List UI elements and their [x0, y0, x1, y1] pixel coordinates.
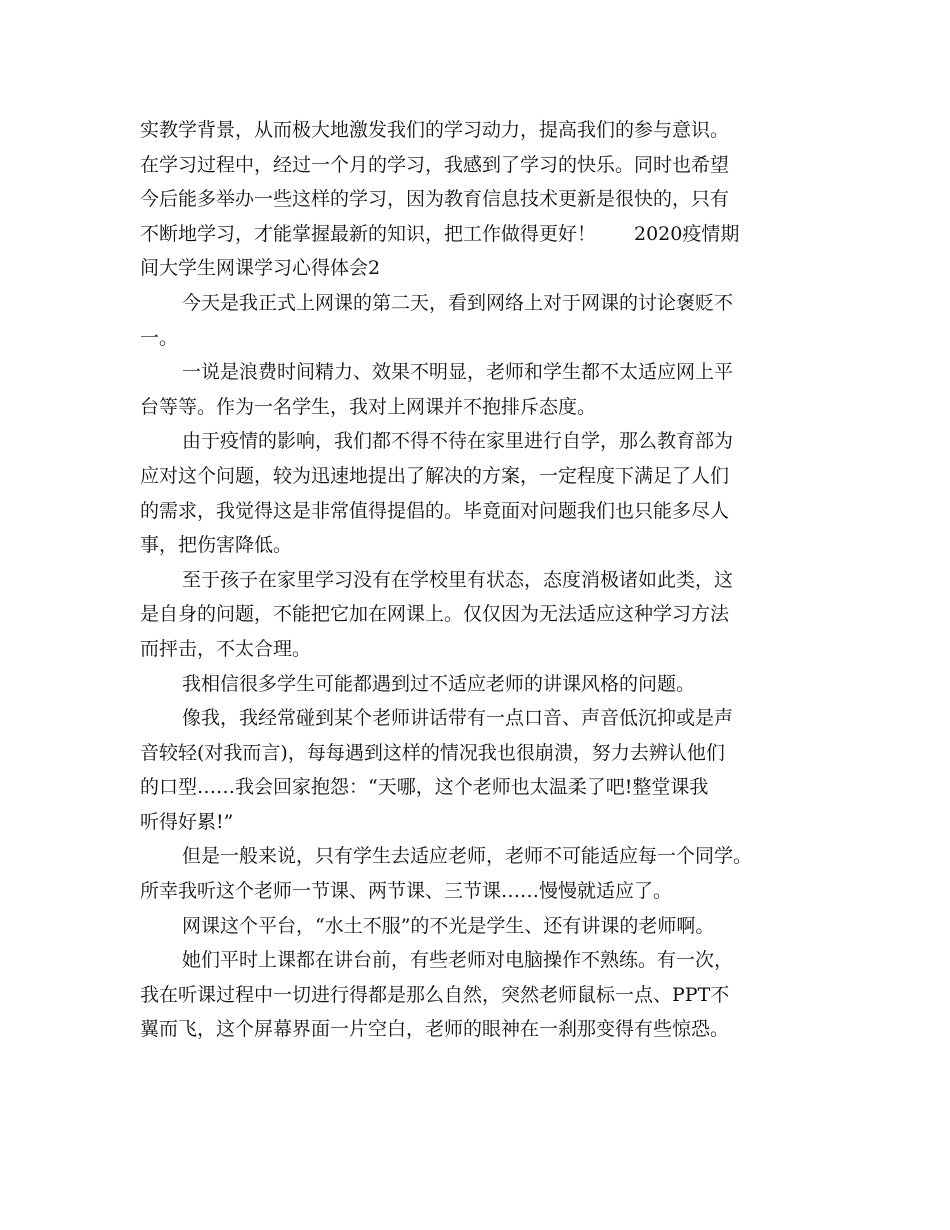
text-line: 的需求，我觉得这是非常值得提倡的。毕竟面对问题我们也只能多尽人	[140, 499, 730, 522]
text-line: 我在听课过程中一切进行得都是那么自然，突然老师鼠标一点、PPT不	[140, 983, 730, 1006]
text-line: 听得好累!”	[140, 810, 234, 833]
text-line: 一说是浪费时间精力、效果不明显，老师和学生都不太适应网上平	[182, 361, 734, 384]
text-line: 实教学背景，从而极大地激发我们的学习动力，提高我们的参与意识。	[140, 119, 730, 141]
document-body-text	[140, 113, 820, 1047]
text-line: 但是一般来说，只有学生去适应老师，老师不可能适应每一个同学。	[182, 845, 753, 868]
text-line: 间大学生网课学习心得体会2	[140, 257, 381, 280]
text-line: 由于疫情的影响，我们都不得不待在家里进行自学，那么教育部为	[182, 430, 734, 453]
text-line: 事，把伤害降低。	[140, 534, 293, 557]
text-line: 像我，我经常碰到某个老师讲话带有一点口音、声音低沉抑或是声	[182, 707, 734, 730]
text-line: 我相信很多学生可能都遇到过不适应老师的讲课风格的问题。	[182, 672, 696, 695]
text-line: 是自身的问题，不能把它加在网课上。仅仅因为无法适应这种学习方法	[140, 603, 730, 626]
text-line: 的口型……我会回家抱怨：“天哪，这个老师也太温柔了吧!整堂课我	[140, 776, 709, 799]
text-line: 网课这个平台，“水土不服”的不光是学生、还有讲课的老师啊。	[182, 914, 715, 937]
text-line: 一。	[140, 326, 179, 349]
text-line: 在学习过程中，经过一个月的学习，我感到了学习的快乐。同时也希望	[140, 153, 730, 176]
text-line: 翼而飞，这个屏幕界面一片空白，老师的眼神在一刹那变得有些惊恐。	[140, 1018, 730, 1041]
text-line: 今后能多举办一些这样的学习，因为教育信息技术更新是很快的，只有	[140, 188, 730, 211]
text-line: 台等等。作为一名学生，我对上网课并不抱排斥态度。	[140, 395, 597, 418]
text-line: 音较轻(对我而言)，每每遇到这样的情况我也很崩溃，努力去辨认他们	[140, 741, 725, 764]
text-line: 不断地学习，才能掌握最新的知识，把工作做得更好！ 2020疫情期	[140, 222, 740, 245]
text-line: 今天是我正式上网课的第二天，看到网络上对于网课的讨论褒贬不	[182, 291, 734, 314]
text-line: 而抨击，不太合理。	[140, 637, 312, 660]
text-line: 所幸我听这个老师一节课、两节课、三节课……慢慢就适应了。	[140, 880, 673, 903]
text-line: 她们平时上课都在讲台前，有些老师对电脑操作不熟练。有一次，	[182, 949, 734, 972]
text-line: 至于孩子在家里学习没有在学校里有状态，态度消极诸如此类，这	[182, 568, 734, 591]
text-line: 应对这个问题，较为迅速地提出了解决的方案，一定程度下满足了人们	[140, 464, 730, 487]
